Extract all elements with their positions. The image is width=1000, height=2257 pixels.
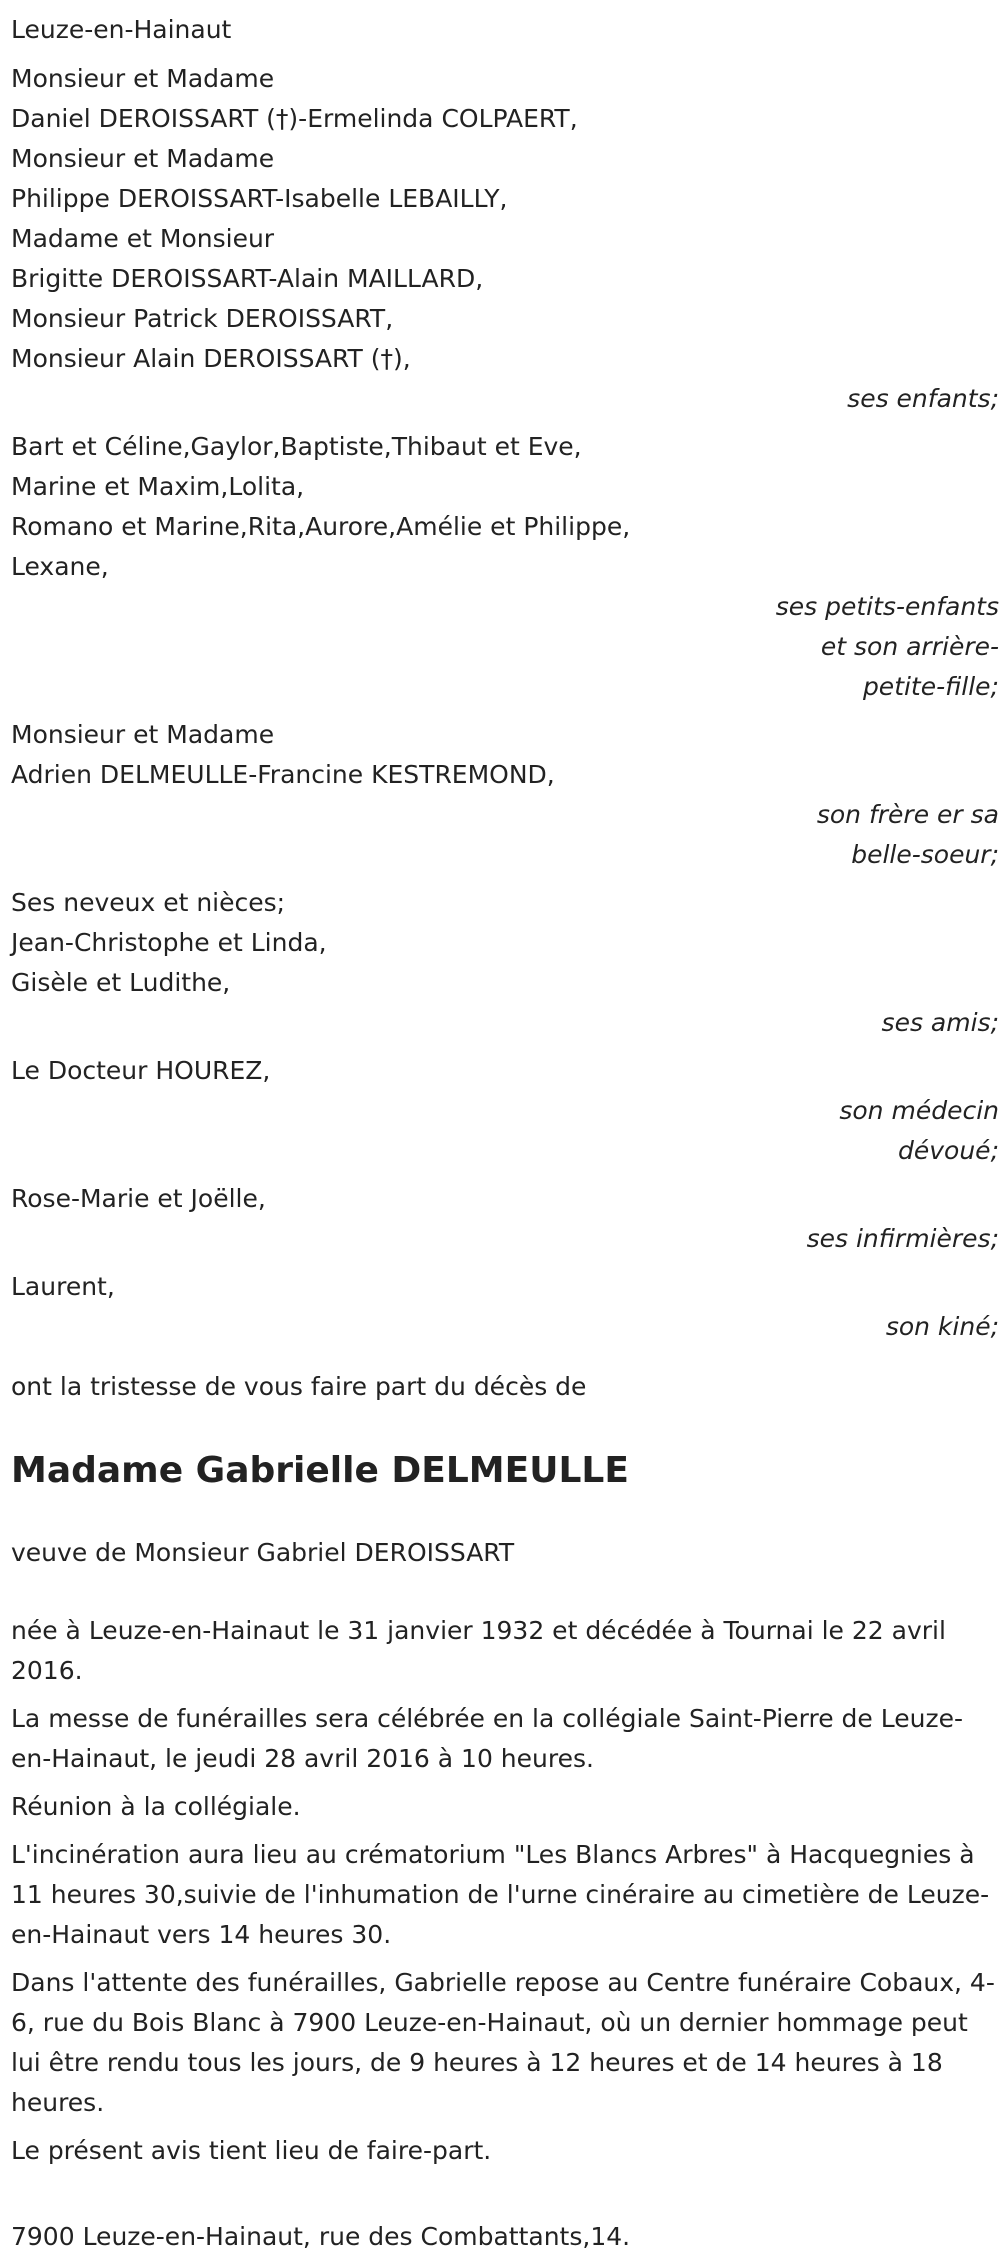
family-member-line: Laurent, [11,1272,115,1301]
family-member-line: Madame et Monsieur [11,224,275,253]
spacer [11,2179,1000,2217]
deceased-name: Madame Gabrielle DELMEULLE [11,1450,629,1491]
family-member-line: Adrien DELMEULLE-Francine KESTREMOND, [11,760,555,789]
family-member-line: Marine et Maxim,Lolita, [11,472,305,501]
family-member-line: Jean-Christophe et Linda, [11,928,327,957]
family-group [11,427,1000,707]
family-member-line: Bart et Céline,Gaylor,Baptiste,Thibaut et Eve, [11,432,582,461]
detail-paragraph: Le présent avis tient lieu de faire-part. [11,2136,492,2165]
family-member-line: Monsieur et Madame [11,720,275,749]
detail-paragraph: Réunion à la collégiale. [11,1792,301,1821]
family-member-line: Monsieur Patrick DEROISSART, [11,304,394,333]
family-group [11,1051,1000,1171]
family-group [11,715,1000,875]
family-member-line: Monsieur et Madame [11,144,275,173]
location-header: Leuze-en-Hainaut [11,15,232,44]
relation-label: son kiné; [885,1312,999,1341]
relation-label: belle-soeur; [851,840,999,869]
family-group [11,59,1000,419]
family-group [11,883,1000,1043]
family-member-line: Le Docteur HOUREZ, [11,1056,271,1085]
family-member-line: Lexane, [11,552,109,581]
detail-paragraph: Dans l'attente des funérailles, Gabrielle repose au Centre funéraire Cobaux, 4-6, rue du Bois Blanc à 7900 Leuze-en-Hainaut, où un dernier hommage peut lui être rendu tous les jours, de 9 heures à 12 heures et de 14 heures à 18 heures. [11,1968,995,2117]
detail-paragraph: La messe de funérailles sera célébrée en la collégiale Saint-Pierre de Leuze-en-Hainaut, le jeudi 28 avril 2016 à 10 heures. [11,1704,963,1773]
detail-paragraph: née à Leuze-en-Hainaut le 31 janvier 1932 et décédée à Tournai le 22 avril 2016. [11,1616,946,1685]
family-member-line: Brigitte DEROISSART-Alain MAILLARD, [11,264,484,293]
address-line: 7900 Leuze-en-Hainaut, rue des Combattants,14. [11,2222,631,2251]
widow-of-text: veuve de Monsieur Gabriel DEROISSART [11,1538,515,1567]
detail-paragraph: L'incinération aura lieu au crématorium "Les Blancs Arbres" à Hacquegnies à 11 heures 30,suivie de l'inhumation de l'urne cinéraire au cimetière de Leuze-en-Hainaut vers 14 heures 30. [11,1840,990,1949]
relation-label: dévoué; [898,1136,999,1165]
relation-label: ses amis; [881,1008,999,1037]
intro-text: ont la tristesse de vous faire part du décès de [11,1372,587,1401]
details-paragraphs [11,1611,1000,2171]
family-member-line: Monsieur et Madame [11,64,275,93]
family-groups [11,59,1000,1347]
family-member-line: Ses neveux et nièces; [11,888,286,917]
family-member-line: Monsieur Alain DEROISSART (†), [11,344,411,373]
relation-label: petite-fille; [862,672,999,701]
family-member-line: Philippe DEROISSART-Isabelle LEBAILLY, [11,184,508,213]
relation-label: son frère er sa [816,800,999,829]
relation-label: et son arrière- [820,632,999,661]
relation-label: son médecin [839,1096,999,1125]
relation-label: ses enfants; [847,384,999,413]
family-group [11,1179,1000,1259]
family-member-line: Daniel DEROISSART (†)-Ermelinda COLPAERT, [11,104,578,133]
family-member-line: Romano et Marine,Rita,Aurore,Amélie et Philippe, [11,512,631,541]
family-member-line: Rose-Marie et Joëlle, [11,1184,266,1213]
family-group [11,1267,1000,1347]
relation-label: ses infirmières; [806,1224,999,1253]
relation-label: ses petits-enfants [775,592,999,621]
family-member-line: Gisèle et Ludithe, [11,968,231,997]
